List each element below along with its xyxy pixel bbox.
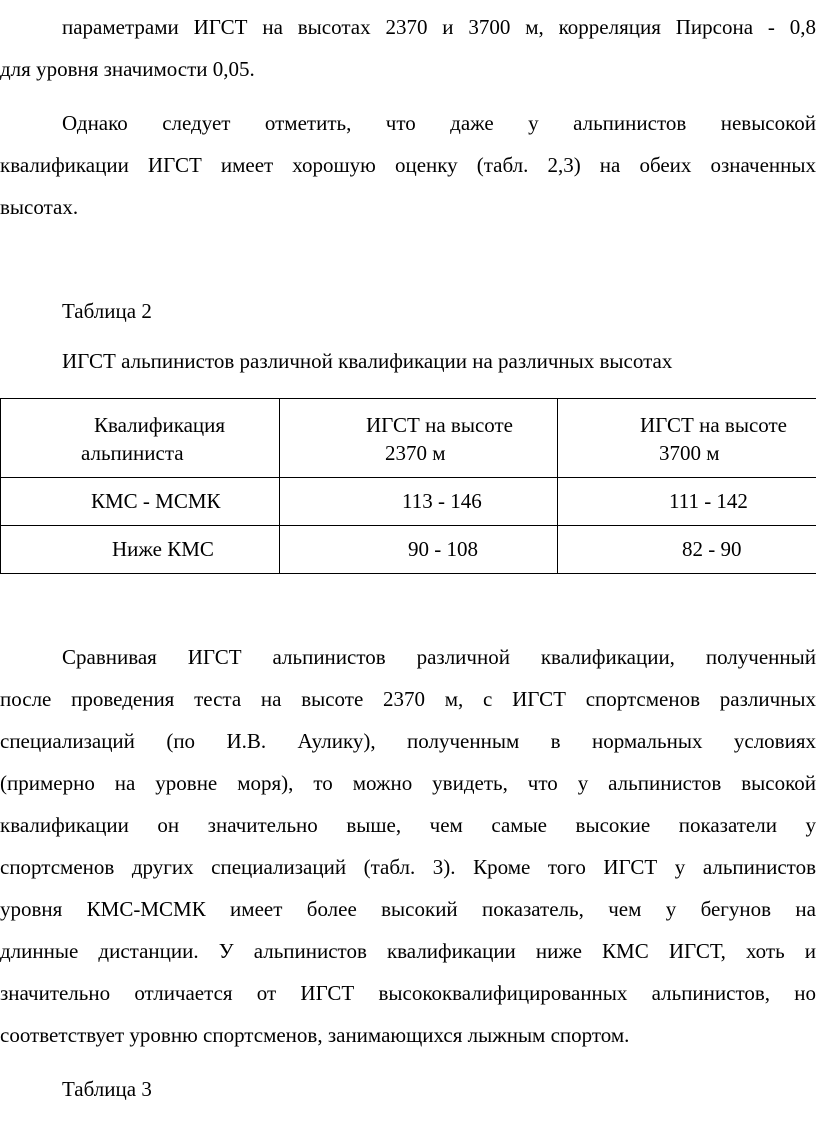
paragraph-2-line-3: высотах. [0,195,79,219]
table-2-caption: Таблица 2 [62,299,152,323]
paragraph-2-line-2: квалификации ИГСТ имеет хорошую оценку (табл. 2,3) на обеих означенных [0,153,816,177]
paragraph-3-line-3: специализаций (по И.В. Аулику), полученным в нормальных условиях [0,729,816,753]
header-3700-line-2: 3700 м [659,441,720,465]
paragraph-3-line-4: (примерно на уровне моря), то можно увидеть, что у альпинистов высокой [0,771,816,795]
header-2370-line-1: ИГСТ на высоте [366,413,513,437]
table-row [1,526,816,574]
header-cell-height-2370 [280,399,558,478]
row-1-height-3700: 111 - 142 [558,478,816,526]
header-qualification-line-1: Квалификация [94,413,226,437]
header-cell-height-3700 [558,399,816,478]
header-2370-line-2: 2370 м [385,441,446,465]
table-2 [0,398,816,574]
row-2-height-2370: 90 - 108 [280,526,558,574]
table-header-row [1,399,816,478]
row-1-height-2370: 113 - 146 [280,478,558,526]
paragraph-3-line-6: спортсменов других специализаций (табл. 3). Кроме того ИГСТ у альпинистов [0,855,816,879]
row-2-height-3700: 82 - 90 [558,526,816,574]
paragraph-3-line-1: Сравнивая ИГСТ альпинистов различной квалификации, полученный [62,645,816,669]
table-2-title: ИГСТ альпинистов различной квалификации на различных высотах [62,349,673,373]
paragraph-2-line-1: Однако следует отметить, что даже у альпинистов невысокой [62,111,816,135]
header-qualification-line-2: альпиниста [81,441,184,465]
paragraph-3-line-9: значительно отличается от ИГСТ высококвалифицированных альпинистов, но [0,981,816,1005]
header-cell-qualification [1,399,280,478]
header-3700-line-1: ИГСТ на высоте [640,413,787,437]
paragraph-1-line-2: для уровня значимости 0,05. [0,57,255,81]
row-2-qualification: Ниже КМС [1,526,280,574]
table-3-caption: Таблица 3 [62,1077,152,1101]
paragraph-3-line-2: после проведения теста на высоте 2370 м, с ИГСТ спортсменов различных [0,687,816,711]
paragraph-1-line-1: параметрами ИГСТ на высотах 2370 и 3700 м, корреляция Пирсона - 0,8 [62,15,816,39]
paragraph-3-line-8: длинные дистанции. У альпинистов квалификации ниже КМС ИГСТ, хоть и [0,939,816,963]
row-1-qualification: КМС - МСМК [1,478,280,526]
paragraph-3-line-10: соответствует уровню спортсменов, занимающихся лыжным спортом. [0,1023,630,1047]
table-row [1,478,816,526]
paragraph-3-line-5: квалификации он значительно выше, чем самые высокие показатели у [0,813,816,837]
paragraph-3-line-7: уровня КМС-МСМК имеет более высокий показатель, чем у бегунов на [0,897,816,921]
